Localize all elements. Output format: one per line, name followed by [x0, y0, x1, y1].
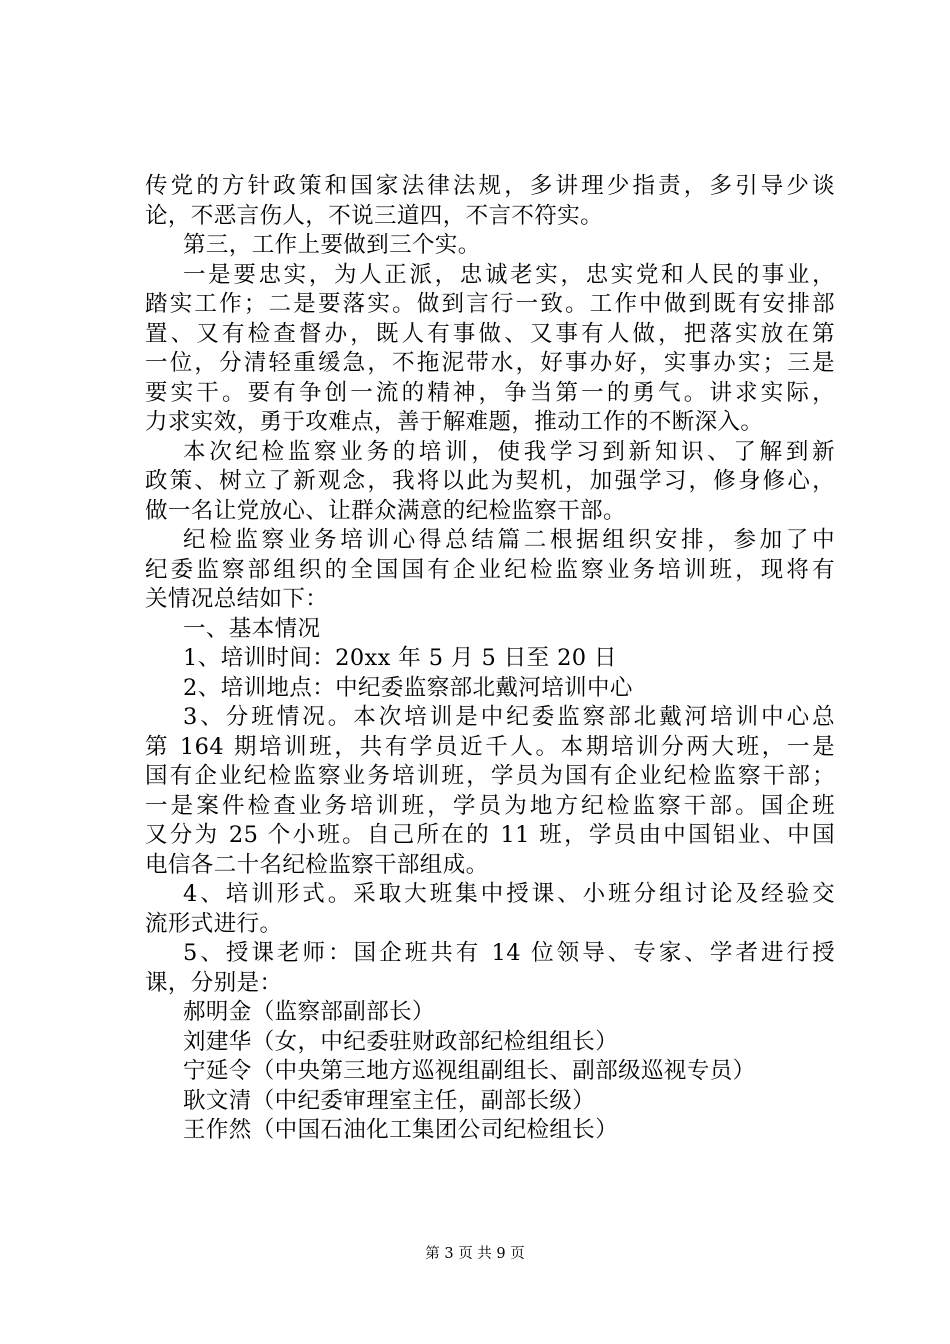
text-line: 论，不恶言伤人，不说三道四，不言不符实。: [145, 202, 604, 229]
text-line: 又分为 25 个小班。自己所在的 11 班，学员由中国铝业、中国: [145, 822, 835, 848]
text-line: 本次纪检监察业务的培训，使我学习到新知识、了解到新: [183, 438, 835, 465]
text-line: 电信各二十名纪检监察干部组成。: [145, 851, 489, 878]
text-line: 做一名让党放心、让群众满意的纪检监察干部。: [145, 497, 626, 524]
text-line: 政策、树立了新观念，我将以此为契机，加强学习，修身修心，: [145, 468, 835, 494]
text-line: 2、培训地点：中纪委监察部北戴河培训中心: [183, 674, 633, 701]
text-line: 1、培训时间：20xx 年 5 月 5 日至 20 日: [183, 645, 617, 671]
text-line: 耿文清（中纪委审理室主任，副部长级）: [183, 1087, 596, 1114]
text-line: 纪委监察部组织的全国国有企业纪检监察业务培训班，现将有: [145, 556, 835, 583]
text-line: 王作然（中国石油化工集团公司纪检组长）: [183, 1117, 619, 1143]
text-line: 传党的方针政策和国家法律法规，多讲理少指责，多引导少谈: [145, 173, 835, 199]
text-line: 4、培训形式。采取大班集中授课、小班分组讨论及经验交: [183, 881, 835, 907]
text-line: 一是要忠实，为人正派，忠诚老实，忠实党和人民的事业，: [183, 261, 835, 288]
text-line: 第 164 期培训班，共有学员近千人。本期培训分两大班，一是: [145, 733, 835, 760]
text-line: 3、分班情况。本次培训是中纪委监察部北戴河培训中心总: [183, 704, 835, 730]
text-line: 纪检监察业务培训心得总结篇二根据组织安排，参加了中: [183, 527, 835, 553]
text-line: 第三，工作上要做到三个实。: [183, 232, 481, 258]
text-line: 一是案件检查业务培训班，学员为地方纪检监察干部。国企班: [145, 792, 835, 819]
text-line: 刘建华（女，中纪委驻财政部纪检组组长）: [183, 1028, 619, 1055]
text-line: 一位，分清轻重缓急，不拖泥带水，好事办好，实事办实；三是: [145, 350, 835, 376]
document-body: [145, 172, 835, 1146]
text-line: 郝明金（监察部副部长）: [183, 999, 435, 1025]
text-line: 流形式进行。: [145, 910, 283, 937]
page-number-footer: 第 3 页 共 9 页: [425, 1246, 525, 1262]
text-line: 宁延令（中央第三地方巡视组副组长、副部级巡视专员）: [183, 1058, 756, 1084]
text-line: 力求实效，勇于攻难点，善于解难题，推动工作的不断深入。: [145, 409, 764, 435]
text-line: 要实干。要有争创一流的精神，争当第一的勇气。讲求实际，: [145, 379, 835, 406]
text-line: 课，分别是：: [145, 969, 283, 996]
text-line: 踏实工作；二是要落实。做到言行一致。工作中做到既有安排部: [145, 291, 835, 317]
text-line: 一、基本情况: [183, 615, 321, 642]
text-line: 关情况总结如下：: [145, 586, 329, 612]
text-line: 5、授课老师：国企班共有 14 位领导、专家、学者进行授: [183, 940, 835, 966]
text-line: 国有企业纪检监察业务培训班，学员为国有企业纪检监察干部；: [145, 763, 835, 789]
text-line: 置、又有检查督办，既人有事做、又事有人做，把落实放在第: [145, 320, 835, 347]
